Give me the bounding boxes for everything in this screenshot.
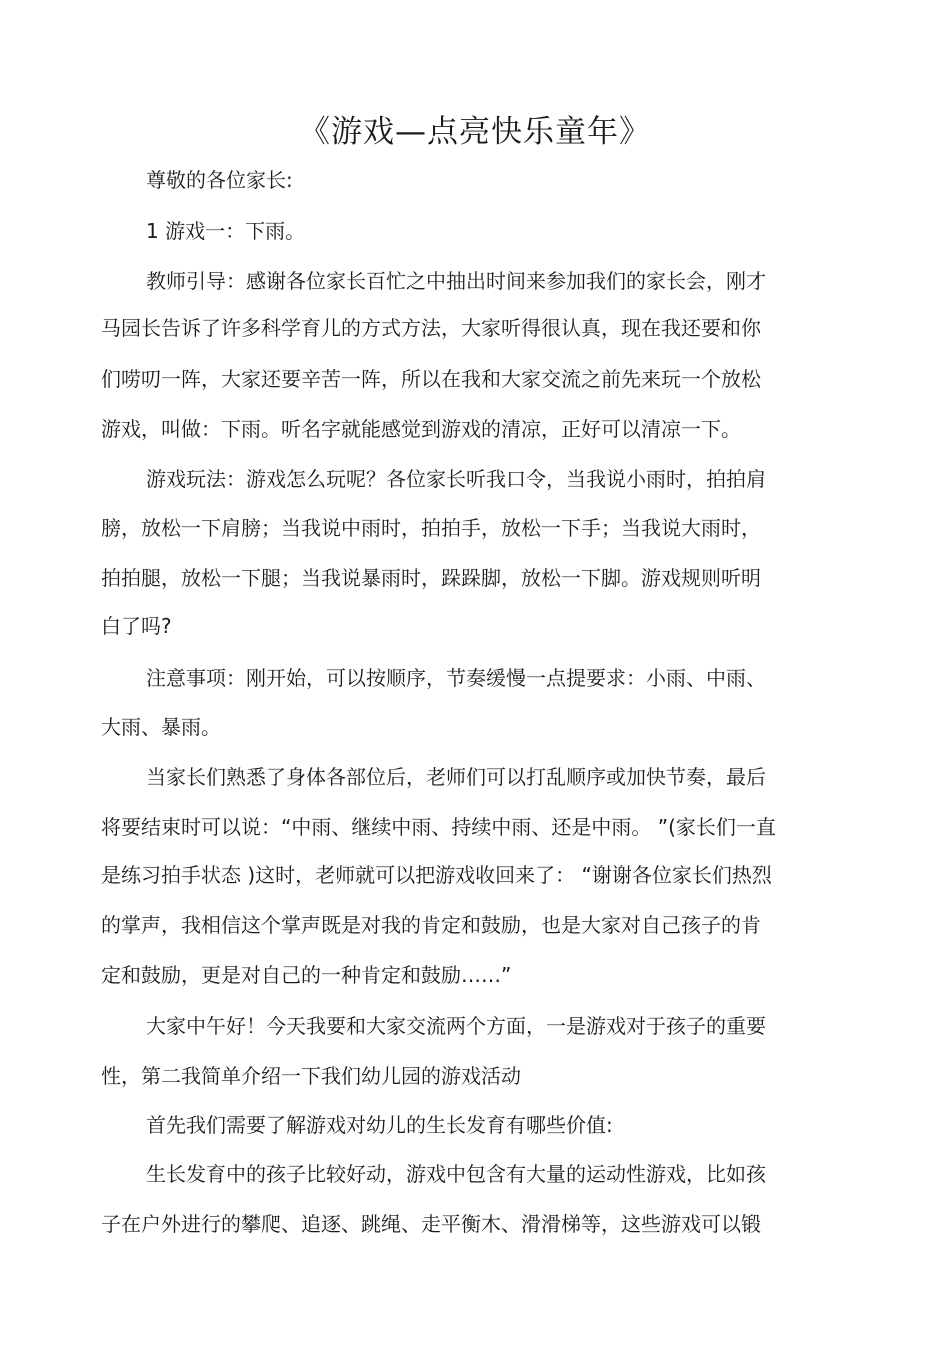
paragraph-line: 生长发育中的孩子比较好动，游戏中包含有大量的运动性游戏，比如孩 <box>146 1162 766 1186</box>
paragraph-line: 们唠叨一阵，大家还要辛苦一阵，所以在我和大家交流之前先来玩一个放松 <box>101 367 761 391</box>
paragraph-line: 当家长们熟悉了身体各部位后，老师们可以打乱顺序或加快节奏，最后 <box>146 765 766 789</box>
paragraph-line: 膀，放松一下肩膀；当我说中雨时，拍拍手，放松一下手；当我说大雨时， <box>101 516 761 540</box>
paragraph-line: 马园长告诉了许多科学育儿的方式方法，大家听得很认真，现在我还要和你 <box>101 316 761 340</box>
paragraph-line: 游戏玩法：游戏怎么玩呢？各位家长听我口令，当我说小雨时，拍拍肩 <box>146 467 766 491</box>
paragraph-line: 游戏，叫做：下雨。听名字就能感觉到游戏的清凉，正好可以清凉一下。 <box>101 417 741 441</box>
paragraph-line: 性，第二我简单介绍一下我们幼儿园的游戏活动 <box>101 1064 521 1088</box>
paragraph-line: 尊敬的各位家长: <box>146 168 293 192</box>
paragraph-line: 大雨、暴雨。 <box>101 715 221 739</box>
paragraph-line: 将要结束时可以说：“中雨、继续中雨、持续中雨、还是中雨。 ”(家长们一直 <box>101 815 776 839</box>
paragraph-line: 大家中午好！今天我要和大家交流两个方面，一是游戏对于孩子的重要 <box>146 1014 766 1038</box>
paragraph-line: 注意事项：刚开始，可以按顺序，节奏缓慢一点提要求：小雨、中雨、 <box>146 666 766 690</box>
document-title: 《游戏—点亮快乐童年》 <box>299 114 651 150</box>
paragraph-line: 1 游戏一：下雨。 <box>146 219 306 243</box>
paragraph-line: 拍拍腿，放松一下腿；当我说暴雨时，跺跺脚，放松一下脚。游戏规则听明 <box>101 566 761 590</box>
paragraph-line: 白了吗? <box>101 614 172 638</box>
paragraph-line: 的掌声，我相信这个掌声既是对我的肯定和鼓励，也是大家对自己孩子的肯 <box>101 913 761 937</box>
paragraph-line: 是练习拍手状态 )这时，老师就可以把游戏收回来了： “谢谢各位家长们热烈 <box>101 863 772 887</box>
paragraph-line: 教师引导：感谢各位家长百忙之中抽出时间来参加我们的家长会，刚才 <box>146 269 766 293</box>
paragraph-line: 子在户外进行的攀爬、追逐、跳绳、走平衡木、滑滑梯等，这些游戏可以锻 <box>101 1212 761 1236</box>
paragraph-line: 首先我们需要了解游戏对幼儿的生长发育有哪些价值: <box>146 1113 613 1137</box>
paragraph-line: 定和鼓励，更是对自己的一种肯定和鼓励……” <box>101 963 512 987</box>
